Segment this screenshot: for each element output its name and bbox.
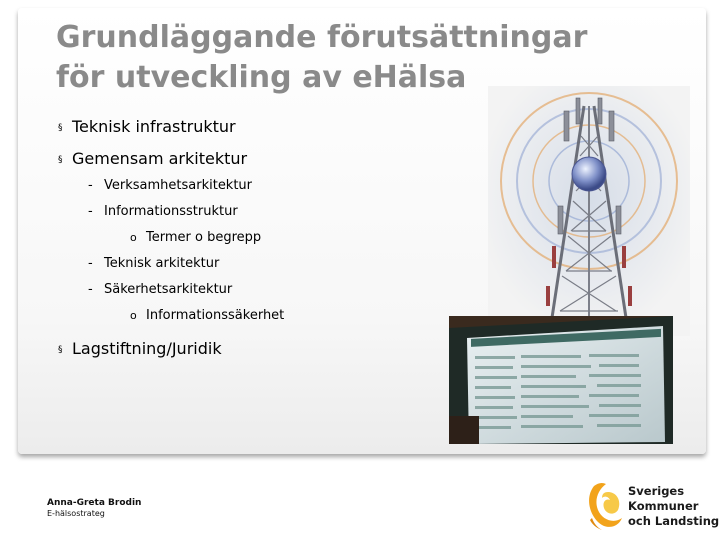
skl-logo-text xyxy=(628,484,719,529)
bullet-marker: § xyxy=(58,123,63,133)
skl-logo-icon xyxy=(584,478,628,534)
bullet-item xyxy=(88,282,232,297)
antenna-tower-photo xyxy=(488,86,690,336)
title-line-2: för utveckling av eHälsa xyxy=(56,60,467,95)
bullet-text: Informationssäkerhet xyxy=(146,308,285,323)
bullet-item xyxy=(130,308,284,323)
bullet-text: Termer o begrepp xyxy=(146,230,262,245)
bullet-item xyxy=(58,339,222,358)
bullet-text: Teknisk infrastruktur xyxy=(72,117,236,136)
bullet-text: Informationsstruktur xyxy=(104,204,238,219)
bullet-item xyxy=(88,204,238,219)
computer-screen-photo xyxy=(449,316,673,444)
bullet-text: Gemensam arkitektur xyxy=(72,149,248,168)
logo-line-1: Sveriges xyxy=(628,484,685,498)
bullet-item xyxy=(130,230,261,245)
bullet-text: Verksamhetsarkitektur xyxy=(104,178,253,193)
bullet-item xyxy=(58,117,236,136)
bullet-text: Lagstiftning/Juridik xyxy=(72,339,222,358)
bullet-text: Säkerhetsarkitektur xyxy=(104,282,233,297)
bullet-marker: - xyxy=(88,204,93,219)
bullet-item xyxy=(58,149,247,168)
footer-role: E-hälsostrateg xyxy=(47,509,105,518)
title-line-1: Grundläggande förutsättningar xyxy=(56,20,588,55)
bullet-item xyxy=(88,178,252,193)
bullet-marker: o xyxy=(130,231,137,244)
bullet-marker: o xyxy=(130,309,137,322)
bullet-marker: - xyxy=(88,256,93,271)
logo-line-2: Kommuner xyxy=(628,499,699,513)
screen-graphic xyxy=(449,316,673,444)
bullet-marker: § xyxy=(58,345,63,355)
antenna-tower-graphic xyxy=(488,86,690,336)
footer-author: Anna-Greta Brodin xyxy=(47,498,142,508)
bullet-marker: - xyxy=(88,282,93,297)
bullet-marker: § xyxy=(58,155,63,165)
bullet-marker: - xyxy=(88,178,93,193)
bullet-text: Teknisk arkitektur xyxy=(104,256,220,271)
logo-line-3: och Landsting xyxy=(628,514,720,528)
bullet-item xyxy=(88,256,219,271)
